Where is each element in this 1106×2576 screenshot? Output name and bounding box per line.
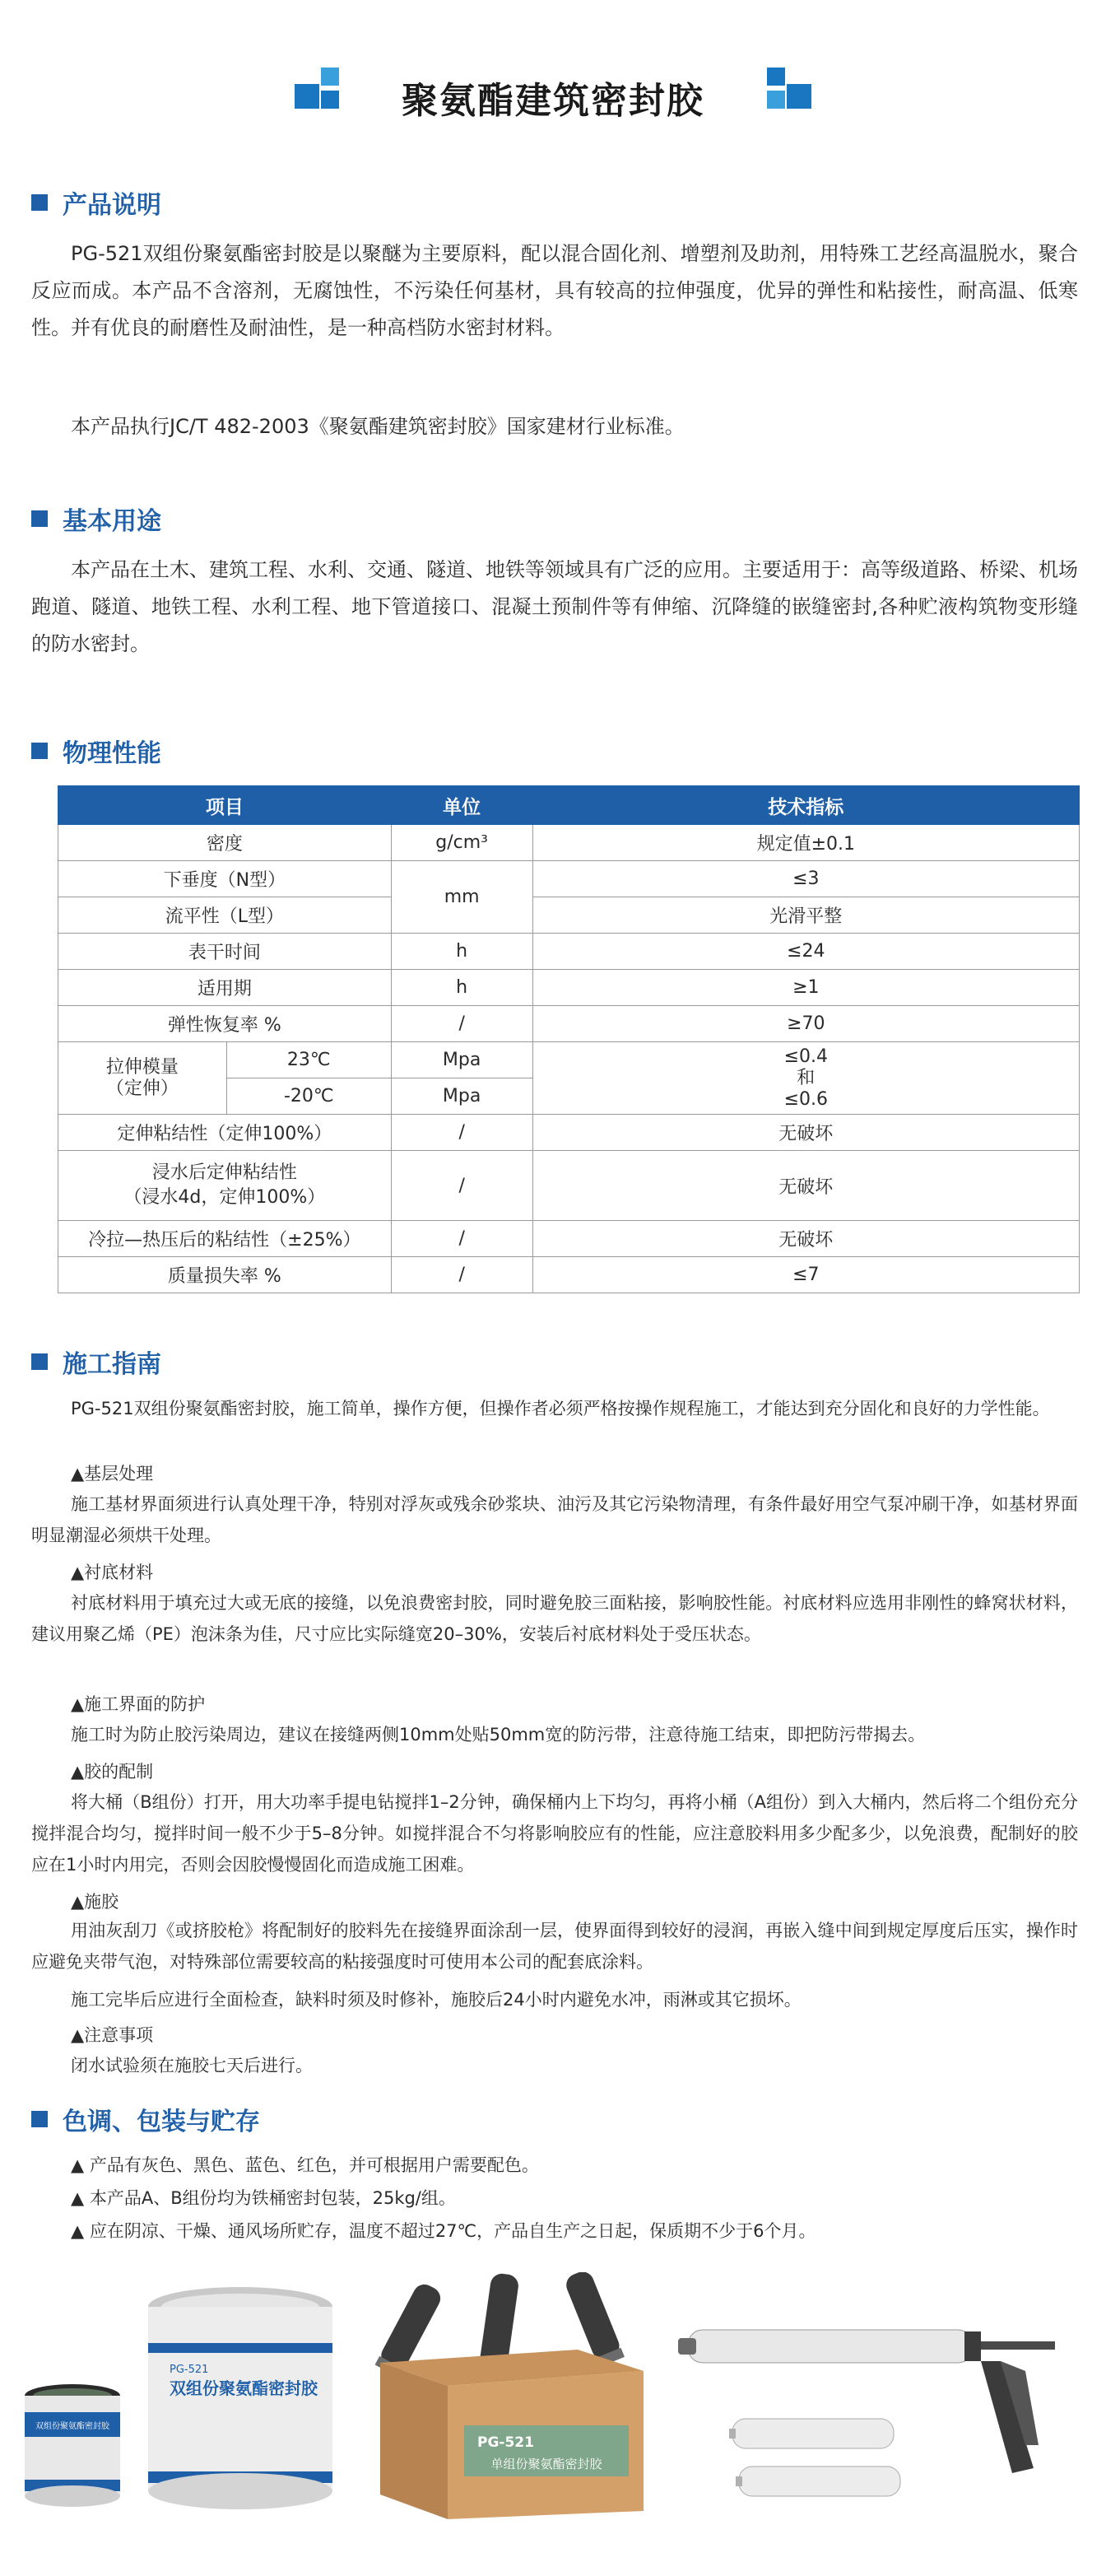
- step-text: 闭水试验须在施胶七天后进行。: [71, 2056, 313, 2075]
- table-cell: 无破坏: [532, 1151, 1079, 1221]
- table-cell: 流平性（L型）: [58, 897, 392, 934]
- modulus-value: ≤0.4: [783, 1046, 828, 1067]
- title-deco-square: [767, 68, 785, 86]
- physical-properties-table: [58, 785, 1080, 1293]
- table-row: [58, 897, 1080, 934]
- section-heading-usage: 基本用途: [31, 502, 161, 535]
- table-cell: ≥70: [532, 1006, 1079, 1042]
- standard-paragraph: 本产品执行JC/T 482-2003《聚氨酯建筑密封胶》国家建材行业标准。: [71, 415, 685, 438]
- table-cell: Mpa: [391, 1042, 532, 1078]
- title-deco-square: [321, 91, 339, 109]
- immersion-label: 浸水后定伸粘结性: [151, 1162, 297, 1183]
- step-text: 施工时为防止胶污染周边，建议在接缝两侧10mm处贴50mm宽的防污带，注意待施工结束，即把防污带揭去。: [71, 1725, 926, 1745]
- step-title: ▲施胶: [71, 1892, 119, 1912]
- table-header-cell: 单位: [391, 786, 532, 825]
- table-cell: 适用期: [58, 970, 392, 1006]
- table-cell: ≥1: [532, 970, 1079, 1006]
- construction-intro: PG-521双组份聚氨酯密封胶，施工简单，操作方便，但操作者必须严格按操作规程施工，才能达到充分固化和良好的力学性能。: [71, 1399, 1050, 1418]
- carton-box-image: [372, 2272, 652, 2519]
- modulus-value: ≤0.6: [783, 1088, 828, 1110]
- step-title: ▲注意事项: [71, 2025, 154, 2045]
- table-cell: g/cm³: [391, 825, 532, 861]
- step-title: ▲基层处理: [71, 1464, 154, 1484]
- step-text: 施工完毕后应进行全面检查，缺料时须及时修补，施胶后24小时内避免水冲，雨淋或其它损坏。: [71, 1990, 802, 2010]
- page-title: 聚氨酯建筑密封胶: [402, 80, 704, 122]
- step-title: ▲衬底材料: [71, 1563, 154, 1582]
- table-cell: mm: [391, 861, 532, 934]
- table-cell: h: [391, 970, 532, 1006]
- table-row: [58, 1042, 1080, 1078]
- table-cell: 表干时间: [58, 934, 392, 970]
- table-header-cell: 项目: [58, 786, 392, 825]
- table-row: [58, 1115, 1080, 1151]
- title-deco-square: [767, 91, 785, 109]
- packaging-item: ▲ 应在阴凉、干燥、通风场所贮存，温度不超过27℃，产品自生产之日起，保质期不少于6个月。: [71, 2221, 816, 2241]
- title-deco-square: [295, 84, 319, 109]
- packaging-item: ▲ 产品有灰色、黑色、蓝色、红色，并可根据用户需要配色。: [71, 2155, 539, 2175]
- table-row: [58, 1257, 1080, 1293]
- product-photos: [0, 2272, 1106, 2576]
- table-row: [58, 1006, 1080, 1042]
- table-cell: -20℃: [226, 1078, 391, 1115]
- step-text: 衬底材料用于填充过大或无底的接缝，以免浪费密封胶，同时避免胶三面粘接，影响胶性能。衬底材料应选用非刚性的蜂窝状材料，建议用聚乙烯（PE）泡沫条为佳，尺寸应比实际缝宽20–30%，安装后衬底材料处于受压状态。: [31, 1593, 1078, 1644]
- table-cell: 无破坏: [532, 1221, 1079, 1257]
- table-cell: [532, 1042, 1079, 1115]
- modulus-label-sub: （定伸）: [105, 1078, 179, 1099]
- big-can-label: 双组份聚氨酯密封胶: [170, 2378, 318, 2398]
- small-can-image: [21, 2383, 123, 2511]
- section-marker-icon: [31, 1353, 48, 1370]
- table-cell: [58, 1151, 392, 1221]
- small-can-label: 双组份聚氨酯密封胶: [35, 2422, 109, 2431]
- packaging-item: ▲ 本产品A、B组份均为铁桶密封包装，25kg/组。: [71, 2188, 456, 2208]
- table-cell: ≤7: [532, 1257, 1079, 1293]
- table-cell: /: [391, 1006, 532, 1042]
- table-cell: 23℃: [226, 1042, 391, 1078]
- step-title: ▲施工界面的防护: [71, 1694, 206, 1714]
- title-deco-square: [321, 68, 339, 86]
- section-marker-icon: [31, 2111, 48, 2127]
- usage-paragraph: 本产品在土木、建筑工程、水利、交通、隧道、地铁等领域具有广泛的应用。主要适用于：高等级道路、桥梁、机场跑道、隧道、地铁工程、水利工程、地下管道接口、混凝土预制件等有伸缩、沉降缝的嵌缝密封,各种贮液构筑物变形缝的防水密封。: [31, 558, 1078, 655]
- section-heading-description: 产品说明: [31, 186, 161, 219]
- immersion-label-sub: （浸水4d，定伸100%）: [123, 1187, 326, 1208]
- section-heading-physical: 物理性能: [31, 734, 161, 767]
- table-cell: 质量损失率 %: [58, 1257, 392, 1293]
- big-can-brand: PG-521: [170, 2364, 209, 2376]
- page-header: [0, 59, 1106, 142]
- table-cell: 定伸粘结性（定伸100%）: [58, 1115, 392, 1151]
- section-marker-icon: [31, 510, 48, 527]
- section-heading-packaging: 色调、包装与贮存: [31, 2103, 260, 2136]
- title-deco-square: [787, 84, 811, 109]
- table-cell: 下垂度（N型）: [58, 861, 392, 897]
- caulking-gun-image: [672, 2322, 1058, 2519]
- table-row: [58, 1221, 1080, 1257]
- table-cell: ≤3: [532, 861, 1079, 897]
- table-cell: 无破坏: [532, 1115, 1079, 1151]
- table-cell: 光滑平整: [532, 897, 1079, 934]
- table-row: [58, 970, 1080, 1006]
- modulus-label: 拉伸模量: [105, 1056, 179, 1078]
- section-heading-construction: 施工指南: [31, 1345, 161, 1378]
- step-text: 用油灰刮刀《或挤胶枪》将配制好的胶料先在接缝界面涂刮一层，使界面得到较好的浸润，再嵌入缝中间到规定厚度后压实，操作时应避免夹带气泡，对特殊部位需要较高的粘接强度时可使用本公司的配套底涂料。: [31, 1921, 1078, 1972]
- modulus-value: 和: [797, 1067, 816, 1088]
- table-header-cell: 技术指标: [532, 786, 1079, 825]
- table-cell: /: [391, 1221, 532, 1257]
- section-marker-icon: [31, 194, 48, 211]
- description-paragraph: PG-521双组份聚氨酯密封胶是以聚醚为主要原料，配以混合固化剂、增塑剂及助剂，用特殊工艺经高温脱水，聚合反应而成。本产品不含溶剂，无腐蚀性，不污染任何基材，具有较高的拉伸强度，优异的弹性和粘接性，耐高温、低寒性。并有优良的耐磨性及耐油性，是一种高档防水密封材料。: [31, 242, 1078, 339]
- step-text: 将大桶（B组份）打开，用大功率手提电钻搅拌1–2分钟，确保桶内上下均匀，再将小桶（A组份）到入大桶内，然后将二个组份充分搅拌混合均匀，搅拌时间一般不少于5–8分钟。如搅拌混合不匀将影响胶应有的性能，应注意胶料用多少配多少，以免浪费，配制好的胶应在1小时内用完，否则会因胶慢慢固化而造成施工困难。: [31, 1792, 1078, 1875]
- step-title: ▲胶的配制: [71, 1762, 154, 1782]
- table-cell: Mpa: [391, 1078, 532, 1115]
- table-cell: 规定值±0.1: [532, 825, 1079, 861]
- table-cell: 弹性恢复率 %: [58, 1006, 392, 1042]
- table-cell: h: [391, 934, 532, 970]
- table-cell: [58, 1042, 227, 1115]
- table-cell: ≤24: [532, 934, 1079, 970]
- table-row: [58, 934, 1080, 970]
- box-label: 单组份聚氨酯密封胶: [490, 2457, 602, 2471]
- table-cell: /: [391, 1115, 532, 1151]
- big-can-image: [145, 2285, 336, 2516]
- section-marker-icon: [31, 743, 48, 759]
- table-cell: /: [391, 1257, 532, 1293]
- table-cell: /: [391, 1151, 532, 1221]
- table-row: [58, 861, 1080, 897]
- step-text: 施工基材界面须进行认真处理干净，特别对浮灰或残余砂浆块、油污及其它污染物清理，有条件最好用空气泵冲刷干净，如基材界面明显潮湿必须烘干处理。: [31, 1494, 1078, 1545]
- table-row: [58, 825, 1080, 861]
- table-cell: 密度: [58, 825, 392, 861]
- table-row: [58, 1151, 1080, 1221]
- box-model: PG-521: [477, 2434, 534, 2451]
- table-cell: 冷拉—热压后的粘结性（±25%）: [58, 1221, 392, 1257]
- table-header-row: [58, 786, 1080, 825]
